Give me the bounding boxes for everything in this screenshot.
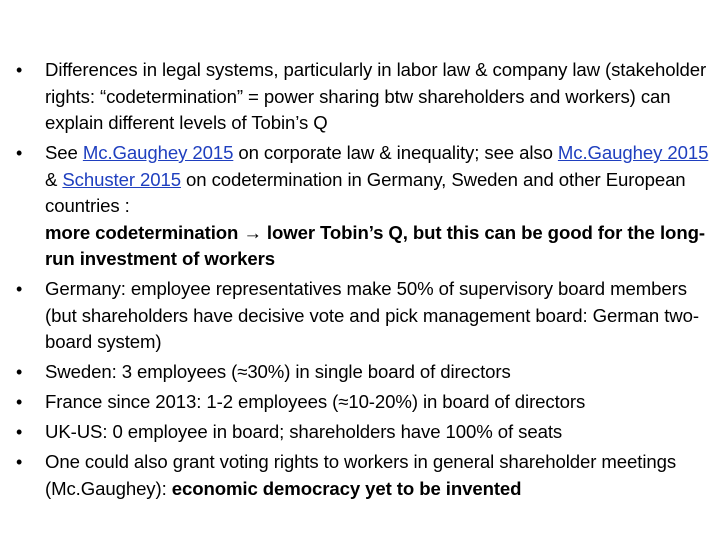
bullet-text: on codetermination in Germany, Sweden and other European countries : xyxy=(45,168,686,216)
bullet-text: Differences in legal systems, particularly in labor law & company law (stakeholder rights: “codetermination” = power sharing btw shareholders and workers) can explain different levels of Tobin’s Q xyxy=(45,59,707,133)
bullet-text: on corporate law & inequality; see also xyxy=(233,142,558,163)
bullet-text: & xyxy=(45,168,63,190)
bullet-dot: • xyxy=(16,452,23,472)
bullet-text: UK-US: 0 employee in board; shareholders have 100% of seats xyxy=(45,421,563,442)
bullet-voting-rights xyxy=(0,449,712,502)
bullet-text: Sweden: 3 employees (≈30%) in single board of directors xyxy=(45,361,511,382)
link-mcgaughey-2015-codetermination[interactable]: Mc.Gaughey 2015 xyxy=(557,142,709,163)
bullet-dot: • xyxy=(16,279,23,299)
bullet-germany xyxy=(0,276,712,356)
bullet-bold-conclusion: more codetermination → lower Tobin’s Q, but this can be good for the long-run investment of workers xyxy=(45,221,705,269)
bullet-legal-systems xyxy=(0,57,712,137)
bullet-mcgaughey-references xyxy=(0,140,712,273)
bullet-text: Germany: employee representatives make 50% of supervisory board members (but shareholders have decisive vote and pick management board: German two-board system) xyxy=(45,278,699,352)
link-schuster-2015[interactable]: Schuster 2015 xyxy=(62,168,181,190)
bullet-text: See xyxy=(45,142,83,163)
bullet-dot: • xyxy=(16,143,23,163)
bullet-dot: • xyxy=(16,60,23,80)
bullet-dot: • xyxy=(16,392,23,412)
bullet-dot: • xyxy=(16,422,23,442)
bullet-text: France since 2013: 1-2 employees (≈10-20%) in board of directors xyxy=(45,391,586,412)
bullet-dot: • xyxy=(16,362,23,382)
bullet-list xyxy=(0,57,712,502)
bullet-uk-us xyxy=(0,419,712,446)
link-mcgaughey-2015-corporate-law[interactable]: Mc.Gaughey 2015 xyxy=(82,142,234,163)
bullet-text: One could also grant voting rights to workers in general shareholder meetings (Mc.Gaughey): xyxy=(45,451,677,499)
bullet-bold-economic-democracy: economic democracy yet to be invented xyxy=(171,477,522,499)
bullet-sweden xyxy=(0,359,712,386)
bullet-france xyxy=(0,389,712,416)
